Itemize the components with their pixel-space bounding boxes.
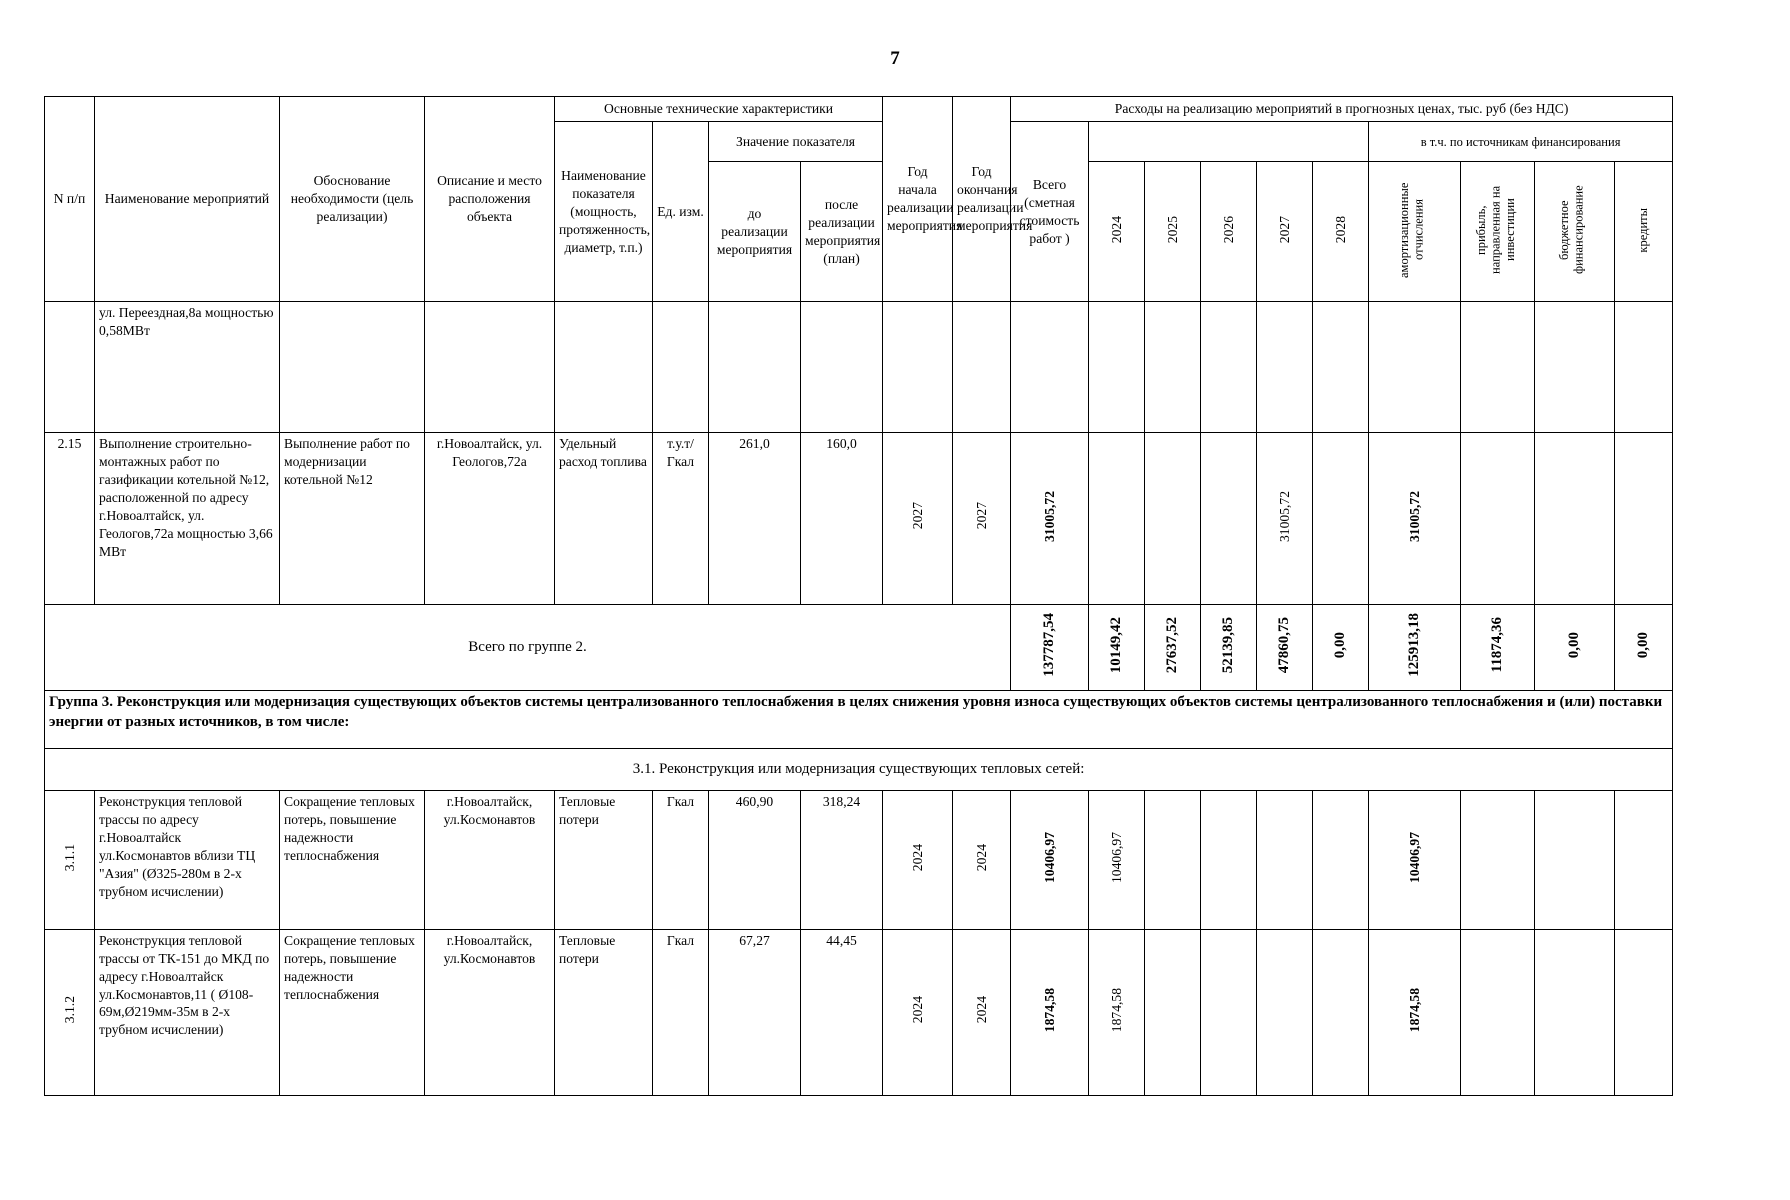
header-indicator-name: Наименование показателя (мощность, протяженность, диаметр, т.п.) — [555, 122, 653, 302]
header-year-2025: 2025 — [1164, 215, 1180, 243]
total-group-2-profit: 11874,36 — [1488, 617, 1505, 673]
header-tech-group: Основные технические характеристики — [555, 97, 883, 122]
row-311-name: Реконструкция тепловой трассы по адресу г.Новоалтайск ул.Космонавтов вблизи ТЦ "Азия" (Ø325-280м в 2-х трубном исчислении) — [95, 791, 280, 930]
row-312-unit: Гкал — [653, 929, 709, 1095]
row-312-justification: Сокращение тепловых потерь, повышение надежности теплоснабжения — [280, 929, 425, 1095]
row-311-year-end: 2024 — [973, 843, 989, 872]
row-215-name: Выполнение строительно-монтажных работ по газификации котельной №12, расположенной по адресу г.Новоалтайск, ул. Геологов,72а мощностью 3,66 МВт — [95, 433, 280, 605]
table-row-2-15 — [45, 433, 1673, 605]
row-311-amort: 10406,97 — [1406, 831, 1422, 883]
total-group-2-2028: 0,00 — [1331, 632, 1348, 659]
row-215-total: 31005,72 — [1041, 490, 1057, 542]
row-311-justification: Сокращение тепловых потерь, повышение надежности теплоснабжения — [280, 791, 425, 930]
header-expenses-group: Расходы на реализацию мероприятий в прогнозных ценах, тыс. руб (без НДС) — [1011, 97, 1673, 122]
header-before: до реализации мероприятия — [709, 162, 801, 302]
row-312-amort: 1874,58 — [1406, 987, 1422, 1032]
row-311-unit: Гкал — [653, 791, 709, 930]
table-row-group-3 — [45, 691, 1673, 749]
header-years-blank — [1089, 122, 1369, 162]
row-215-year-end: 2027 — [973, 502, 989, 530]
row-312-2024: 1874,58 — [1108, 987, 1124, 1032]
row-215-location: г.Новоалтайск, ул. Геологов,72а — [425, 433, 555, 605]
row-311-total: 10406,97 — [1041, 831, 1057, 883]
row-215-2027: 31005,72 — [1276, 490, 1292, 542]
header-source-profit: прибыль, направленная на инвестиции — [1473, 186, 1517, 275]
table-row-continuation — [45, 302, 1673, 433]
row-cont-name: ул. Переездная,8а мощностью 0,58МВт — [95, 302, 280, 433]
row-312-location: г.Новоалтайск, ул.Космонавтов — [425, 929, 555, 1095]
row-312-indicator: Тепловые потери — [555, 929, 653, 1095]
row-312-year-start: 2024 — [909, 996, 925, 1024]
header-after: после реализации мероприятия (план) — [801, 162, 883, 302]
row-215-year-start: 2027 — [909, 502, 925, 530]
header-sources-group: в т.ч. по источникам финансирования — [1369, 122, 1673, 162]
row-312-n: 3.1.2 — [61, 996, 77, 1024]
header-total: Всего (сметная стоимость работ ) — [1011, 122, 1089, 302]
row-311-2024: 10406,97 — [1108, 831, 1124, 883]
header-year-2026: 2026 — [1220, 215, 1236, 243]
header-unit: Ед. изм. — [653, 122, 709, 302]
table-row-subgroup-3-1 — [45, 749, 1673, 791]
header-n: N п/п — [45, 97, 95, 302]
investment-program-table — [44, 96, 1673, 1096]
row-215-amort: 31005,72 — [1406, 490, 1422, 542]
total-group-2-amort: 125913,18 — [1405, 613, 1422, 678]
row-312-year-end: 2024 — [973, 996, 989, 1024]
total-group-2-label: Всего по группе 2. — [45, 604, 1011, 690]
total-group-2-credits: 0,00 — [1634, 632, 1651, 659]
row-215-indicator: Удельный расход топлива — [555, 433, 653, 605]
group-3-title: Группа 3. Реконструкция или модернизация существующих объектов системы централизованного теплоснабжения в целях снижения уровня износа существующих объектов системы централизованного теплоснабжения и (или) поставки энергии от разных источников, в том числе: — [45, 691, 1673, 749]
row-312-total: 1874,58 — [1041, 987, 1057, 1032]
row-312-before: 67,27 — [709, 929, 801, 1095]
table-row-total-group-2 — [45, 604, 1673, 690]
header-source-credits: кредиты — [1636, 207, 1651, 253]
total-group-2-budget: 0,00 — [1565, 632, 1582, 659]
table-row-3-1-2 — [45, 929, 1673, 1095]
row-311-indicator: Тепловые потери — [555, 791, 653, 930]
row-215-before: 261,0 — [709, 433, 801, 605]
total-group-2-2025: 27637,52 — [1163, 617, 1180, 674]
header-source-budget: бюджетное финансирование — [1556, 185, 1585, 275]
header-year-start: Год начала реализации мероприятия — [883, 97, 953, 302]
header-source-amort: амортизационные отчисления — [1396, 182, 1425, 278]
total-group-2-2024: 10149,42 — [1107, 617, 1124, 674]
row-311-location: г.Новоалтайск, ул.Космонавтов — [425, 791, 555, 930]
row-311-before: 460,90 — [709, 791, 801, 930]
header-year-2024: 2024 — [1108, 215, 1124, 243]
row-311-year-start: 2024 — [909, 843, 925, 872]
header-value-group: Значение показателя — [709, 122, 883, 162]
row-215-unit: т.у.т/ Гкал — [653, 433, 709, 605]
row-311-n: 3.1.1 — [61, 843, 77, 872]
page-number: 7 — [890, 48, 900, 69]
group-3-1-title: 3.1. Реконструкция или модернизация существующих тепловых сетей: — [45, 749, 1673, 791]
total-group-2-2027: 47860,75 — [1275, 617, 1292, 674]
row-312-name: Реконструкция тепловой трассы от ТК-151 до МКД по адресу г.Новоалтайск ул.Космонавтов,11 ( Ø108-69м,Ø219мм-35м в 2-х трубном исчислении) — [95, 929, 280, 1095]
table-row-3-1-1 — [45, 791, 1673, 930]
header-year-end: Год окончания реализации мероприятия — [953, 97, 1011, 302]
header-location: Описание и место расположения объекта — [425, 97, 555, 302]
header-row-1 — [45, 97, 1673, 122]
row-215-n: 2.15 — [45, 433, 95, 605]
row-215-after: 160,0 — [801, 433, 883, 605]
header-justification: Обоснование необходимости (цель реализации) — [280, 97, 425, 302]
row-312-after: 44,45 — [801, 929, 883, 1095]
header-year-2028: 2028 — [1332, 215, 1348, 243]
row-215-justification: Выполнение работ по модернизации котельной №12 — [280, 433, 425, 605]
header-year-2027: 2027 — [1276, 215, 1292, 243]
header-name: Наименование мероприятий — [95, 97, 280, 302]
total-group-2-total: 137787,54 — [1040, 613, 1057, 678]
total-group-2-2026: 52139,85 — [1219, 617, 1236, 674]
row-311-after: 318,24 — [801, 791, 883, 930]
